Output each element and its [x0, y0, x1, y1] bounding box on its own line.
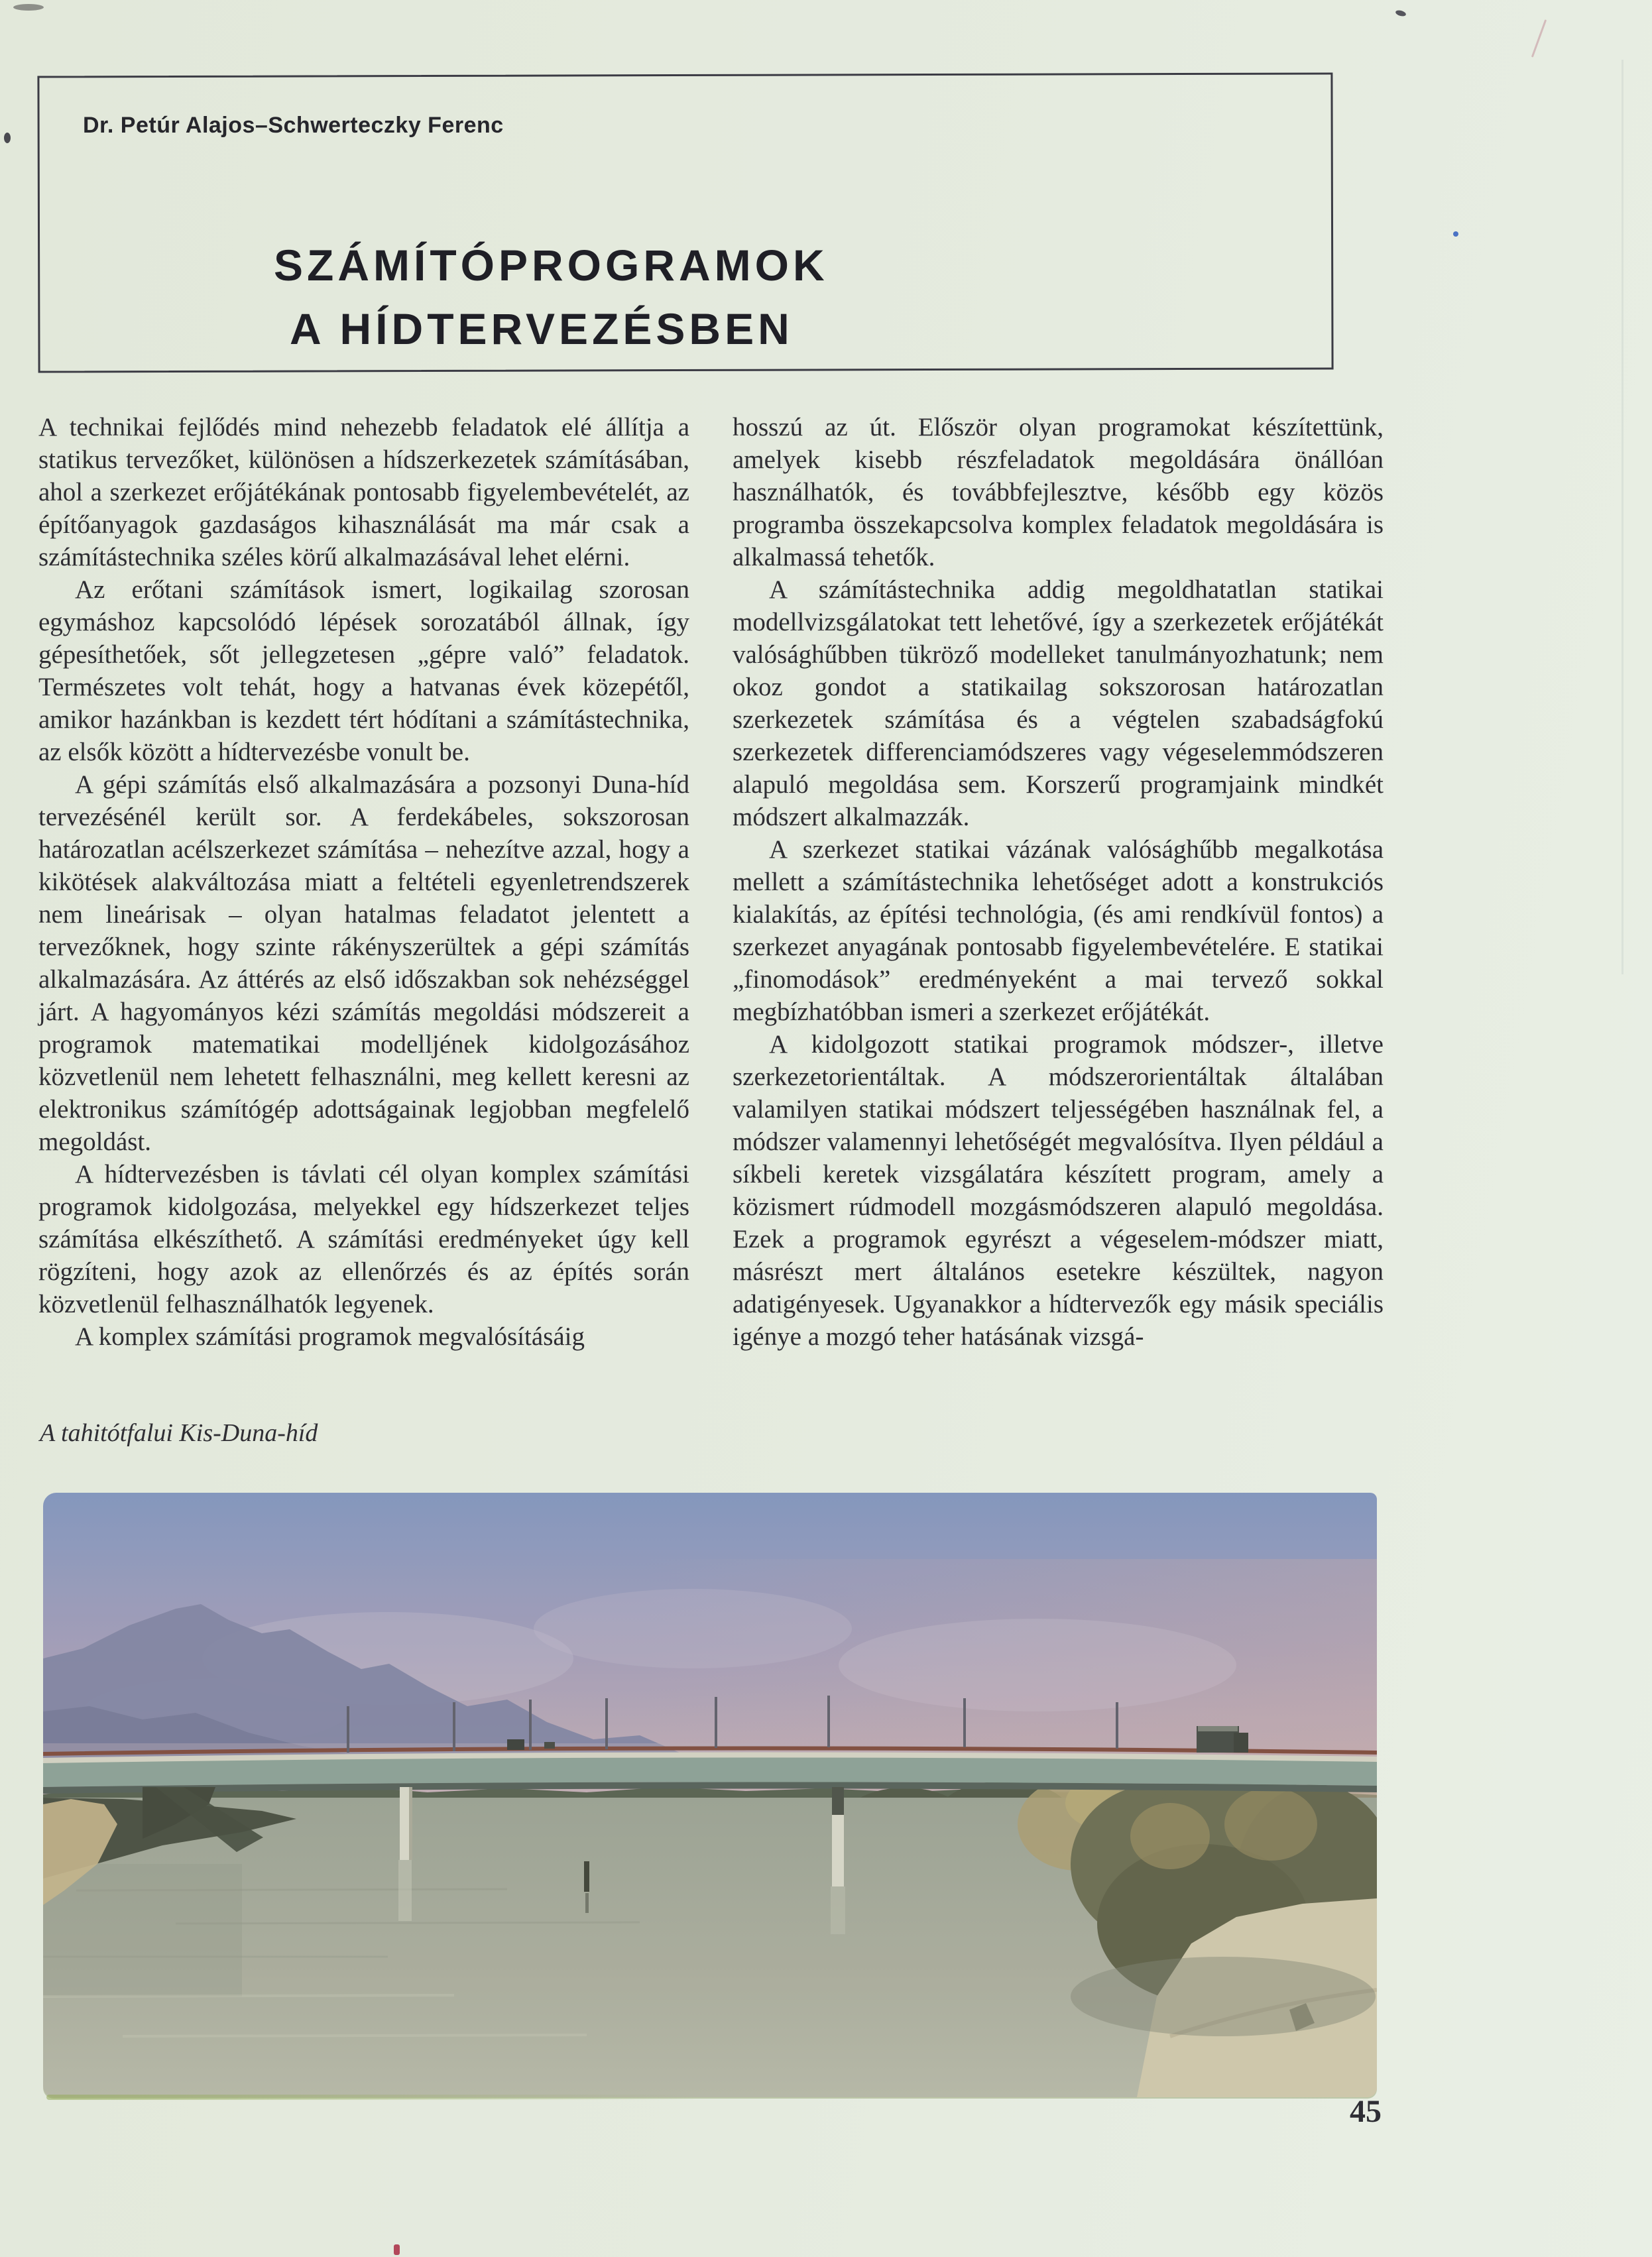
paragraph: A hídtervezésben is távlati cél olyan komplex számítási programok kidolgozása, melyekkel egy hídszerkezet teljes számítása elkészíthető. A számítási eredményeket úgy kell rögzíteni, hogy azok az ellenőrzés és az építés során közvetlenül felhasználhatók legyenek. — [38, 1160, 689, 1318]
scan-speck — [1395, 9, 1407, 17]
bridge-photo-illustration — [43, 1493, 1377, 2097]
paragraph: A számítástechnika addig megoldhatatlan statikai modellvizsgálatokat tett lehetővé, így a szerkezetek erőjátékát valósághűbben tükröző modelleket tanulmányozhatunk; nem okoz gondot a statikailag sokszorosan határozatlan szerkezetek számítása és a végtelen szabadságfokú szerkezetek differenciamódszeres vagy végeselemmódszeren alapuló megoldása sem. Korszerű programjaink mindkét módszert alkalmazzák. — [733, 575, 1384, 831]
paragraph: A szerkezet statikai vázának valósághűbb megalkotása mellett a számítástechnika lehetőséget adott a konstrukciós kialakítás, az építési technológia, (és ami rendkívül fontos) a szerkezet anyagának pontosabb figyelembevételére. E statikai „finomodások” eredményeként a mai tervező sokkal megbízhatóbban ismeri a szerkezet erőjátékát. — [733, 835, 1384, 1026]
article-title-line2: A HÍDTERVEZÉSBEN — [290, 304, 794, 353]
article-author: Dr. Petúr Alajos–Schwerteczky Ferenc — [83, 113, 504, 138]
scan-speck — [13, 4, 44, 11]
page-number: 45 — [1350, 2094, 1382, 2129]
scan-speck — [1453, 231, 1458, 237]
scan-speck — [4, 133, 11, 143]
scan-speck — [1531, 19, 1547, 57]
paragraph: A technikai fejlődés mind nehezebb feladatok elé állítja a statikus tervezőket, különösen a hídszerkezetek számításában, ahol a szerkezet erőjátékának pontosabb figyelembevételét, az építőanyagok gazdaságos kihasználását ma már csak a számítástechnika széles körű alkalmazásával lehet elérni. — [38, 413, 689, 571]
photo-haze-overlay — [43, 1493, 1377, 2097]
article-title-line1: SZÁMÍTÓPROGRAMOK — [274, 241, 829, 290]
bridge-photo — [43, 1493, 1377, 2097]
paragraph: hosszú az út. Először olyan programokat készítettünk, amelyek kisebb részfeladatok megoldására önállóan használhatók, és továbbfejlesztve, később egy közös programba összekapcsolva komplex feladatok megoldására is alkalmassá tehetők. — [733, 413, 1384, 571]
photo-scan-fringe — [46, 2095, 696, 2100]
scan-ghost-line — [1622, 60, 1623, 974]
photo-caption: A tahitótfalui Kis-Duna-híd — [40, 1419, 318, 1447]
paragraph: A kidolgozott statikai programok módszer-, illetve szerkezetorientáltak. A módszerorientáltak általában valamilyen statikai módszert teljességében használnak fel, a módszer valamennyi lehetőségét megvalósítva. Ilyen például a síkbeli keretek vizsgálatára készített program, amely a közismert rúdmodell mozgásmódszeren alapuló megoldása. Ezek a programok egyrészt a végeselem-módszer miatt, másrészt mert általános esetekre készültek, nagyon adatigényesek. Ugyanakkor a hídtervezők egy másik speciális igénye a mozgó teher hatásának vizsgá- — [733, 1030, 1384, 1351]
left-text-column — [38, 411, 689, 1353]
paragraph: Az erőtani számítások ismert, logikailag szorosan egymáshoz kapcsolódó lépések sorozatából állnak, így gépesíthetőek, sőt jellegzetesen „gépre való” feladatok. Természetes volt tehát, hogy a hatvanas évek közepétől, amikor hazánkban is kezdett tért hódítani a számítástechnika, az elsők között a hídtervezésbe vonult be. — [38, 575, 689, 766]
paragraph: A gépi számítás első alkalmazására a pozsonyi Duna-híd tervezésénél került sor. A ferdekábeles, sokszorosan határozatlan acélszerkezet számítása – nehezítve azzal, hogy a kikötések alakváltozása miatt a feltételi egyenletrendszerek nem lineárisak – olyan hatalmas feladatot jelentett a tervezőknek, hogy szinte rákényszerültek a gépi számítás alkalmazására. Az áttérés az első időszakban sok nehézséggel járt. A hagyományos kézi számítás megoldási módszereit a programok matematikai modelljének kidolgozásához közvetlenül nem lehetett felhasználni, meg kellett keresni az elektronikus számítógép adottságainak legjobban megfelelő megoldást. — [38, 770, 689, 1156]
paragraph: A komplex számítási programok megvalósításáig — [75, 1322, 585, 1351]
scan-speck — [394, 2244, 400, 2255]
article-title — [274, 233, 829, 361]
right-text-column — [733, 411, 1384, 1353]
